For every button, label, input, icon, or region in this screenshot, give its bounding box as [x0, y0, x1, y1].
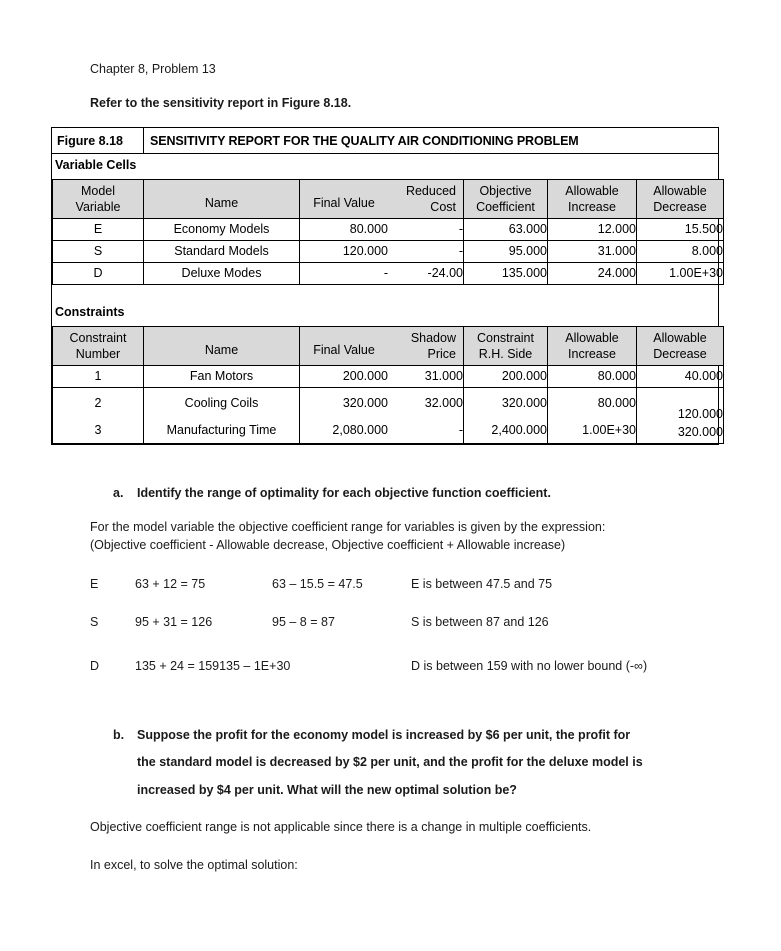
- range-row-lower-s: 95 – 8 = 87: [272, 615, 335, 629]
- cell-name: Cooling Coils: [184, 396, 259, 410]
- cell-constraint-number-merged: [53, 388, 144, 444]
- cell-constraint-number: 1: [53, 366, 144, 388]
- cell-allowable-increase: 1.00E+30: [582, 423, 636, 437]
- cell-allowable-decrease: 120.000: [677, 407, 723, 421]
- cell-allowable-increase: 80.000: [548, 366, 637, 388]
- part-a-intro-line2: (Objective coefficient - Allowable decrease, Objective coefficient + Allowable increase): [90, 538, 566, 552]
- header-shadow-price: [388, 327, 464, 366]
- chapter-heading: Chapter 8, Problem 13: [90, 62, 216, 76]
- header-name-label: Name: [204, 196, 239, 210]
- part-a-intro-line1: For the model variable the objective coefficient range for variables is given by the expression:: [90, 520, 606, 534]
- header-constraint-number-line1: Constraint: [69, 331, 127, 345]
- cell-constraint-number: 2: [94, 396, 102, 410]
- header-allowable-decrease: [637, 180, 724, 219]
- part-b-question-line1: Suppose the profit for the economy model is increased by $6 per unit, the profit for: [137, 728, 631, 742]
- header-name-label: Name: [204, 343, 239, 357]
- header-allowable-decrease-line2: Decrease: [653, 347, 707, 361]
- cell-variable: D: [53, 263, 144, 285]
- refer-instruction: Refer to the sensitivity report in Figure 8.18.: [90, 96, 352, 110]
- header-allowable-increase: [548, 327, 637, 366]
- constraints-header-row: [53, 327, 724, 366]
- header-constraint-rhs-line2: R.H. Side: [478, 347, 533, 361]
- cell-variable: E: [53, 219, 144, 241]
- header-constraint-rhs: [464, 327, 548, 366]
- range-row-conclusion-s: S is between 87 and 126: [411, 615, 549, 629]
- cell-shadow-price-merged: [388, 388, 464, 444]
- header-final-value-label: Final Value: [313, 196, 375, 210]
- part-b-marker: b.: [113, 728, 125, 742]
- range-row-upper-e: 63 + 12 = 75: [135, 577, 206, 591]
- table-row: [53, 263, 724, 285]
- part-b-answer-line1: Objective coefficient range is not applicable since there is a change in multiple coefficients.: [90, 820, 592, 834]
- cell-constraint-rhs-merged: [464, 388, 548, 444]
- range-row-conclusion-e: E is between 47.5 and 75: [411, 577, 553, 591]
- cell-name: Fan Motors: [144, 366, 300, 388]
- header-allowable-increase: [548, 180, 637, 219]
- cell-final-value: -: [300, 263, 389, 285]
- cell-name: Manufacturing Time: [166, 423, 277, 437]
- header-allowable-increase-line1: Allowable: [565, 184, 619, 198]
- header-allowable-decrease-line2: Decrease: [653, 200, 707, 214]
- header-allowable-increase-line1: Allowable: [565, 331, 619, 345]
- cell-objective-coefficient: 63.000: [464, 219, 548, 241]
- header-constraint-number: [53, 327, 144, 366]
- cell-reduced-cost: -: [388, 219, 464, 241]
- cell-final-value: 2,080.000: [332, 423, 388, 437]
- cell-final-value: 120.000: [300, 241, 389, 263]
- figure-title: SENSITIVITY REPORT FOR THE QUALITY AIR CONDITIONING PROBLEM: [150, 133, 579, 148]
- table-row: [53, 241, 724, 263]
- header-objective-coefficient-line1: Objective: [479, 184, 532, 198]
- variable-cells-label: Variable Cells: [55, 158, 137, 172]
- table-row-merged: [53, 388, 724, 444]
- table-row: [53, 366, 724, 388]
- cell-reduced-cost: -24.00: [388, 263, 464, 285]
- constraints-table: [52, 326, 724, 444]
- header-model-variable-line1: Model: [80, 184, 116, 198]
- range-row-label-s: S: [90, 615, 99, 629]
- cell-name: Deluxe Modes: [144, 263, 300, 285]
- variable-cells-table: [52, 179, 724, 285]
- header-name: [144, 327, 300, 366]
- cell-constraint-rhs: 320.000: [501, 396, 547, 410]
- header-allowable-decrease-line1: Allowable: [653, 184, 707, 198]
- table-row: [53, 219, 724, 241]
- cell-constraint-rhs: 2,400.000: [491, 423, 547, 437]
- cell-allowable-decrease: 15.500: [637, 219, 724, 241]
- cell-constraint-rhs: 200.000: [464, 366, 548, 388]
- cell-allowable-decrease: 40.000: [637, 366, 724, 388]
- cell-allowable-decrease-merged: [637, 388, 724, 444]
- cell-allowable-increase-merged: [548, 388, 637, 444]
- cell-final-value: 320.000: [342, 396, 388, 410]
- cell-objective-coefficient: 135.000: [464, 263, 548, 285]
- header-constraint-rhs-line1: Constraint: [477, 331, 534, 345]
- figure-number: Figure 8.18: [52, 128, 144, 153]
- cell-name-merged: [144, 388, 300, 444]
- header-model-variable-line2: Variable: [75, 200, 121, 214]
- range-row-upper-s: 95 + 31 = 126: [135, 615, 213, 629]
- part-a-question: Identify the range of optimality for each objective function coefficient.: [137, 486, 551, 500]
- cell-allowable-increase: 12.000: [548, 219, 637, 241]
- cell-allowable-increase: 80.000: [597, 396, 636, 410]
- header-model-variable: [53, 180, 144, 219]
- cell-final-value-merged: [300, 388, 389, 444]
- header-objective-coefficient: [464, 180, 548, 219]
- cell-final-value: 200.000: [300, 366, 389, 388]
- range-row-label-d: D: [90, 659, 100, 673]
- header-shadow-price-line2: Price: [427, 347, 456, 361]
- header-name: [144, 180, 300, 219]
- header-final-value: [300, 327, 389, 366]
- range-row-label-e: E: [90, 577, 99, 591]
- cell-objective-coefficient: 95.000: [464, 241, 548, 263]
- part-b-answer-line2: In excel, to solve the optimal solution:: [90, 858, 298, 872]
- cell-allowable-increase: 31.000: [548, 241, 637, 263]
- header-allowable-increase-line2: Increase: [568, 200, 616, 214]
- header-reduced-cost-line1: Reduced: [405, 184, 456, 198]
- part-a-marker: a.: [113, 486, 124, 500]
- part-b-question-line2: the standard model is decreased by $2 per unit, and the profit for the deluxe model is: [137, 755, 643, 769]
- range-row-conclusion-d: D is between 159 with no lower bound (-∞): [411, 659, 648, 673]
- cell-name: Economy Models: [144, 219, 300, 241]
- cell-allowable-decrease: 1.00E+30: [637, 263, 724, 285]
- header-allowable-decrease-line1: Allowable: [653, 331, 707, 345]
- figure-title-row: [52, 128, 718, 154]
- cell-shadow-price: 32.000: [424, 396, 463, 410]
- part-b-question-line3: increased by $4 per unit. What will the new optimal solution be?: [137, 783, 517, 797]
- header-final-value: [300, 180, 389, 219]
- constraints-label: Constraints: [55, 305, 125, 319]
- cell-constraint-number: 3: [94, 423, 102, 437]
- cell-allowable-decrease: 320.000: [677, 425, 723, 439]
- range-row-upper-d: 135 + 24 = 159135 – 1E+30: [135, 659, 291, 673]
- cell-allowable-decrease: 8.000: [637, 241, 724, 263]
- cell-variable: S: [53, 241, 144, 263]
- cell-allowable-increase: 24.000: [548, 263, 637, 285]
- header-shadow-price-line1: Shadow: [410, 331, 456, 345]
- header-objective-coefficient-line2: Coefficient: [476, 200, 535, 214]
- header-reduced-cost: [388, 180, 464, 219]
- range-row-lower-e: 63 – 15.5 = 47.5: [272, 577, 363, 591]
- header-constraint-number-line2: Number: [75, 347, 121, 361]
- cell-shadow-price: -: [458, 423, 463, 437]
- cell-shadow-price: 31.000: [388, 366, 464, 388]
- cell-final-value: 80.000: [300, 219, 389, 241]
- header-allowable-decrease: [637, 327, 724, 366]
- cell-reduced-cost: -: [388, 241, 464, 263]
- cell-name: Standard Models: [144, 241, 300, 263]
- header-reduced-cost-line2: Cost: [430, 200, 456, 214]
- header-allowable-increase-line2: Increase: [568, 347, 616, 361]
- variable-cells-header-row: [53, 180, 724, 219]
- header-final-value-label: Final Value: [313, 343, 375, 357]
- figure-8-18-container: [51, 127, 723, 445]
